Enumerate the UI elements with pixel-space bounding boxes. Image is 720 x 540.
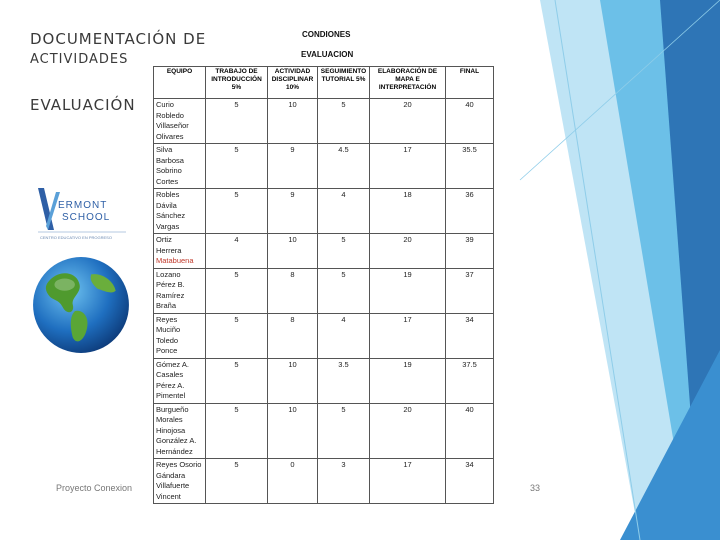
column-header-tutorial-follow-up: SEGUIMIENTO TUTORIAL 5% (318, 67, 370, 99)
team-member-name: Gómez A. (156, 359, 189, 369)
table-row (154, 99, 494, 144)
team-member-name: Vargas (156, 221, 180, 231)
score-cell-tutorial-follow-up: 4.5 (318, 144, 370, 189)
team-member-name: Gándara (156, 470, 186, 480)
score-cell-disciplinary-activity: 9 (268, 144, 318, 189)
document-heading-evaluation: EVALUACION (301, 50, 354, 59)
team-members-cell (154, 144, 206, 189)
score-cell-tutorial-follow-up: 4 (318, 189, 370, 234)
logo-brand-line-1: ERMONT (58, 200, 108, 211)
score-cell-final: 34 (446, 459, 494, 504)
score-cell-disciplinary-activity: 10 (268, 99, 318, 144)
score-cell-final: 39 (446, 234, 494, 269)
score-cell-disciplinary-activity: 0 (268, 459, 318, 504)
score-cell-final: 36 (446, 189, 494, 234)
score-cell-final: 40 (446, 403, 494, 459)
table-body (154, 99, 494, 504)
team-member-name: Robles (156, 190, 180, 199)
score-cell-final: 37 (446, 268, 494, 313)
team-member-name: Cortes (156, 176, 179, 186)
score-cell-intro-work: 5 (206, 144, 268, 189)
team-member-name: Lozano (156, 269, 181, 279)
column-header-map-elaboration: ELABORACIÓN DE MAPA E INTERPRETACIÓN (370, 67, 446, 99)
team-members-cell (154, 313, 206, 358)
score-cell-map-elaboration: 20 (370, 234, 446, 269)
team-member-name: Casales (156, 370, 184, 379)
score-cell-intro-work: 5 (206, 313, 268, 358)
table-header-row (154, 67, 494, 99)
team-member-name: Barbosa (156, 155, 184, 165)
team-member-name: Silva (156, 145, 173, 154)
logo-brand-line-2: SCHOOL (62, 212, 111, 223)
table-row (154, 459, 494, 504)
column-header-disciplinary-activity: ACTIVIDAD DISCIPLINAR 10% (268, 67, 318, 99)
evaluation-table (153, 66, 494, 504)
team-member-name: Pérez B. (156, 280, 185, 289)
globe-image (30, 254, 132, 356)
team-member-name: Ramírez (156, 290, 185, 300)
team-members-cell (154, 189, 206, 234)
team-member-name: González A. (156, 436, 197, 445)
score-cell-intro-work: 5 (206, 189, 268, 234)
score-cell-map-elaboration: 19 (370, 268, 446, 313)
table-row (154, 268, 494, 313)
team-members-cell (154, 459, 206, 504)
score-cell-disciplinary-activity: 8 (268, 268, 318, 313)
slide-title-line-1: DOCUMENTACIÓN DE (30, 30, 207, 48)
team-member-name: Sobrino (156, 166, 182, 175)
score-cell-map-elaboration: 18 (370, 189, 446, 234)
score-cell-map-elaboration: 17 (370, 313, 446, 358)
score-cell-map-elaboration: 17 (370, 144, 446, 189)
score-cell-tutorial-follow-up: 4 (318, 313, 370, 358)
score-cell-map-elaboration: 20 (370, 99, 446, 144)
table-row (154, 189, 494, 234)
column-header-team: EQUIPO (154, 67, 206, 99)
score-cell-tutorial-follow-up: 3.5 (318, 358, 370, 403)
team-member-name: Toledo (156, 335, 179, 345)
score-cell-intro-work: 5 (206, 459, 268, 504)
team-member-name: Ponce (156, 346, 178, 355)
score-cell-map-elaboration: 17 (370, 459, 446, 504)
team-member-name: Dávila (156, 200, 177, 210)
score-cell-intro-work: 4 (206, 234, 268, 269)
slide-title-line-3: EVALUACIÓN (30, 96, 136, 114)
table-row (154, 358, 494, 403)
score-cell-map-elaboration: 20 (370, 403, 446, 459)
score-cell-intro-work: 5 (206, 358, 268, 403)
score-cell-intro-work: 5 (206, 99, 268, 144)
score-cell-map-elaboration: 19 (370, 358, 446, 403)
team-members-cell (154, 358, 206, 403)
team-member-name: Villafuerte (156, 481, 190, 490)
score-cell-tutorial-follow-up: 5 (318, 234, 370, 269)
score-cell-disciplinary-activity: 9 (268, 189, 318, 234)
score-cell-tutorial-follow-up: 3 (318, 459, 370, 504)
score-cell-disciplinary-activity: 8 (268, 313, 318, 358)
team-member-name: Sánchez (156, 211, 186, 220)
slide-title-line-2: ACTIVIDADES (30, 52, 129, 67)
score-cell-tutorial-follow-up: 5 (318, 403, 370, 459)
team-member-name: Reyes (156, 314, 178, 324)
column-header-intro-work: TRABAJO DE INTRODUCCIÓN 5% (206, 67, 268, 99)
team-member-name: Reyes Osorio (156, 460, 202, 469)
team-members-cell (154, 268, 206, 313)
team-member-name: Burgueño (156, 404, 189, 414)
score-cell-final: 34 (446, 313, 494, 358)
team-member-name: Pimentel (156, 391, 186, 400)
score-cell-final: 35.5 (446, 144, 494, 189)
footer-project-name: Proyecto Conexion (56, 483, 133, 493)
table-row (154, 313, 494, 358)
team-member-name: Pérez A. (156, 380, 185, 390)
team-members-cell (154, 99, 206, 144)
score-cell-intro-work: 5 (206, 403, 268, 459)
team-member-name: Herrera (156, 245, 182, 255)
team-members-cell (154, 403, 206, 459)
score-cell-final: 40 (446, 99, 494, 144)
table-row (154, 144, 494, 189)
team-member-name: Olivares (156, 131, 184, 141)
team-member-name: Hinojosa (156, 425, 186, 435)
score-cell-disciplinary-activity: 10 (268, 234, 318, 269)
team-member-name: Braña (156, 301, 177, 310)
score-cell-tutorial-follow-up: 5 (318, 99, 370, 144)
team-member-name: Villaseñor (156, 121, 189, 130)
document-heading-conditions: CONDIONES (302, 30, 351, 39)
score-cell-intro-work: 5 (206, 268, 268, 313)
score-cell-tutorial-follow-up: 5 (318, 268, 370, 313)
score-cell-disciplinary-activity: 10 (268, 358, 318, 403)
team-member-name: Robledo (156, 110, 184, 120)
score-cell-disciplinary-activity: 10 (268, 403, 318, 459)
table-row (154, 403, 494, 459)
table-row (154, 234, 494, 269)
team-member-name: Ortiz (156, 235, 172, 244)
team-member-name: Curio (156, 100, 174, 109)
score-cell-final: 37.5 (446, 358, 494, 403)
team-member-name: Morales (156, 415, 183, 424)
team-member-name: Matabuena (156, 256, 194, 265)
logo-tagline: CENTRO EDUCATIVO EN PROGRESO (40, 235, 112, 240)
team-members-cell (154, 234, 206, 269)
team-member-name: Vincent (156, 491, 181, 501)
column-header-final: FINAL (446, 67, 494, 99)
team-member-name: Muciño (156, 325, 181, 334)
team-member-name: Hernández (156, 446, 193, 456)
slide-page-number: 33 (530, 483, 541, 493)
school-logo (34, 186, 134, 242)
